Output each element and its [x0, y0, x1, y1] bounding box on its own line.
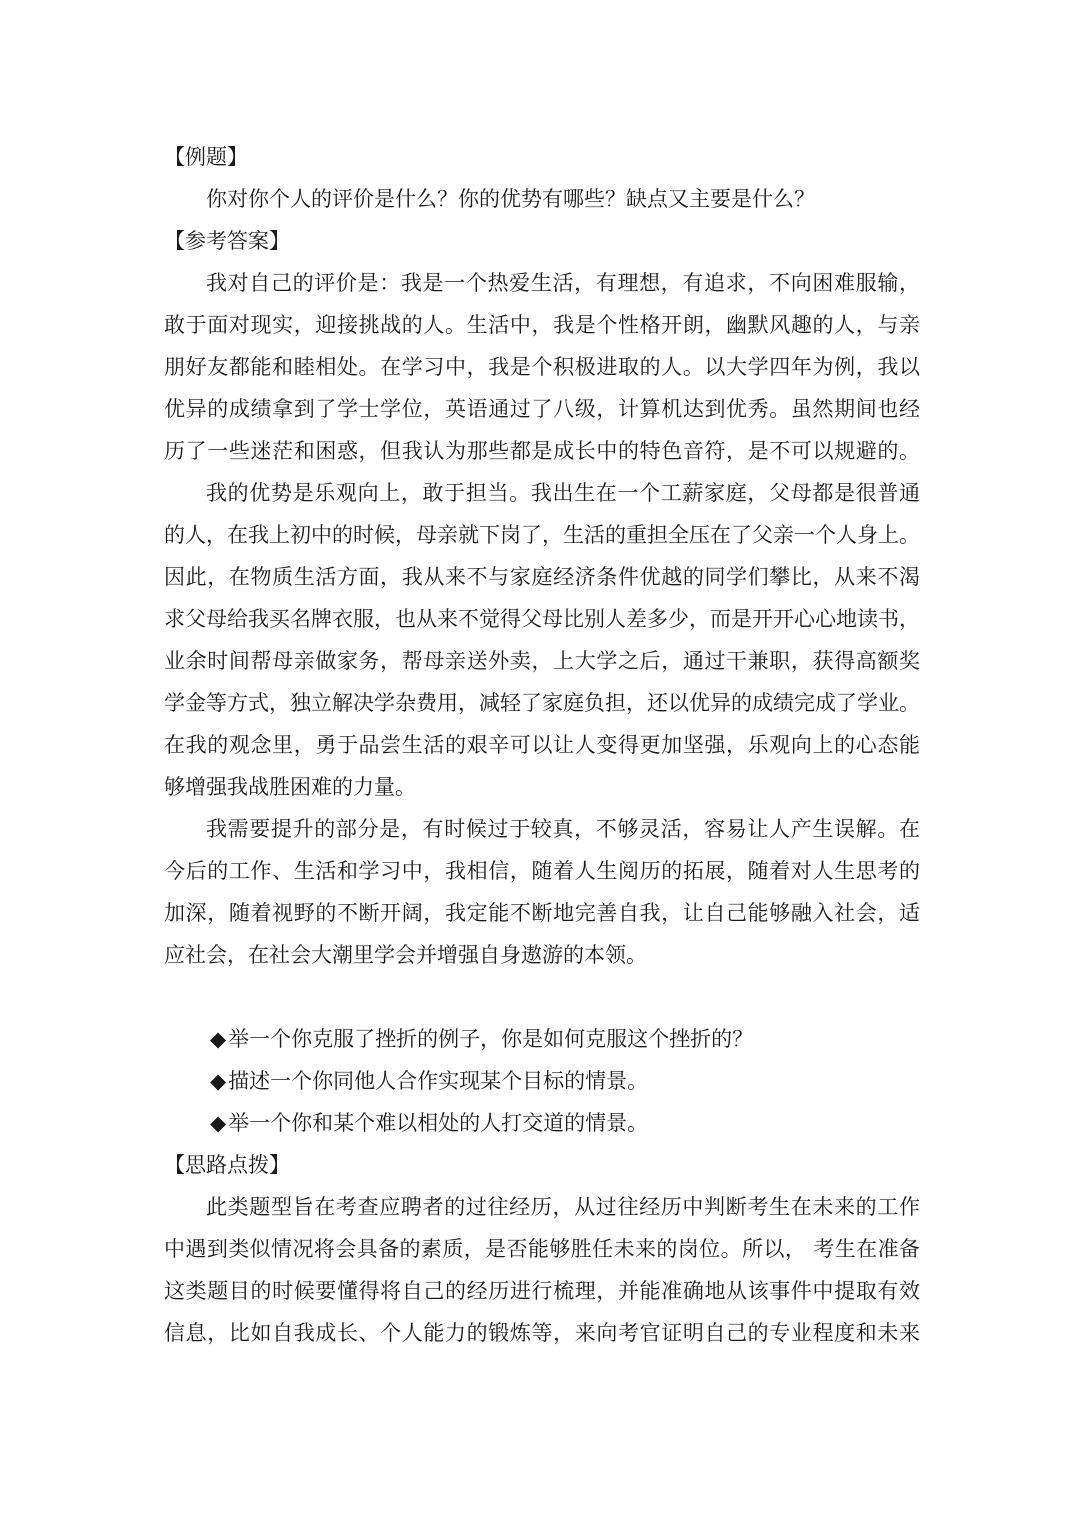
bullet-text: 举一个你和某个难以相处的人打交道的情景。: [228, 1111, 649, 1135]
diamond-bullet-icon: ◆: [210, 1111, 227, 1135]
paragraph-line: 历了一些迷茫和困惑，但我认为那些都是成长中的特色音符，是不可以规避的。: [164, 439, 920, 463]
paragraph-line: 求父母给我买名牌衣服，也从来不觉得父母比别人差多少，而是开开心心地读书，: [164, 607, 920, 631]
bullet-item: [164, 1018, 920, 1060]
answer-paragraph-2: [164, 472, 920, 808]
paragraph-line: 中遇到类似情况将会具备的素质，是否能够胜任未来的岗位。所以， 考生在准备: [164, 1237, 920, 1261]
paragraph-line: 我需要提升的部分是，有时候过于较真，不够灵活，容易让人产生误解。在: [206, 817, 920, 841]
diamond-bullet-icon: ◆: [210, 1069, 227, 1093]
document-page: [164, 136, 920, 1354]
paragraph-line: 这类题目的时候要懂得将自己的经历进行梳理，并能准确地从该事件中提取有效: [164, 1279, 920, 1303]
bullet-item: [164, 1060, 920, 1102]
paragraph-line: 此类题型旨在考查应聘者的过往经历，从过往经历中判断考生在未来的工作: [206, 1195, 920, 1219]
paragraph-line: 优异的成绩拿到了学士学位，英语通过了八级，计算机达到优秀。虽然期间也经: [164, 397, 920, 421]
hint-paragraph: [164, 1186, 920, 1354]
diamond-bullet-icon: ◆: [210, 1027, 227, 1051]
paragraph-line: 学金等方式，独立解决学杂费用，减轻了家庭负担，还以优异的成绩完成了学业。: [164, 691, 920, 715]
question-bullet-list: [164, 1018, 920, 1144]
paragraph-line: 加深，随着视野的不断开阔，我定能不断地完善自我，让自己能够融入社会，适: [164, 901, 920, 925]
paragraph-line: 朋好友都能和睦相处。在学习中，我是个积极进取的人。以大学四年为例，我以: [164, 355, 920, 379]
paragraph-line: 业余时间帮母亲做家务，帮母亲送外卖，上大学之后，通过干兼职，获得高额奖: [164, 649, 920, 673]
hint-heading: 【思路点拨】: [164, 1153, 290, 1177]
paragraph-line: 够增强我战胜困难的力量。: [164, 775, 416, 799]
paragraph-line: 我对自己的评价是：我是一个热爱生活，有理想，有追求，不向困难服输，: [206, 271, 920, 295]
bullet-text: 描述一个你同他人合作实现某个目标的情景。: [228, 1069, 649, 1093]
paragraph-line: 在我的观念里，勇于品尝生活的艰辛可以让人变得更加坚强，乐观向上的心态能: [164, 733, 920, 757]
answer-paragraph-3: [164, 808, 920, 976]
paragraph-line: 应社会，在社会大潮里学会并增强自身遨游的本领。: [164, 943, 647, 967]
paragraph-line: 今后的工作、生活和学习中，我相信，随着人生阅历的拓展，随着对人生思考的: [164, 859, 920, 883]
answer-paragraph-1: [164, 262, 920, 472]
paragraph-line: 我的优势是乐观向上，敢于担当。我出生在一个工薪家庭，父母都是很普通: [206, 481, 920, 505]
paragraph-line: 信息，比如自我成长、个人能力的锻炼等，来向考官证明自己的专业程度和未来: [164, 1321, 920, 1345]
bullet-item: [164, 1102, 920, 1144]
example-heading: 【例题】: [164, 145, 248, 169]
paragraph-line: 敢于面对现实，迎接挑战的人。生活中，我是个性格开朗，幽默风趣的人，与亲: [164, 313, 920, 337]
example-question: 你对你个人的评价是什么？你的优势有哪些？缺点又主要是什么？: [206, 187, 815, 211]
answer-heading: 【参考答案】: [164, 229, 290, 253]
bullet-text: 举一个你克服了挫折的例子，你是如何克服这个挫折的？: [228, 1027, 754, 1051]
paragraph-line: 因此，在物质生活方面，我从来不与家庭经济条件优越的同学们攀比，从来不渴: [164, 565, 920, 589]
paragraph-line: 的人，在我上初中的时候，母亲就下岗了，生活的重担全压在了父亲一个人身上。: [164, 523, 920, 547]
